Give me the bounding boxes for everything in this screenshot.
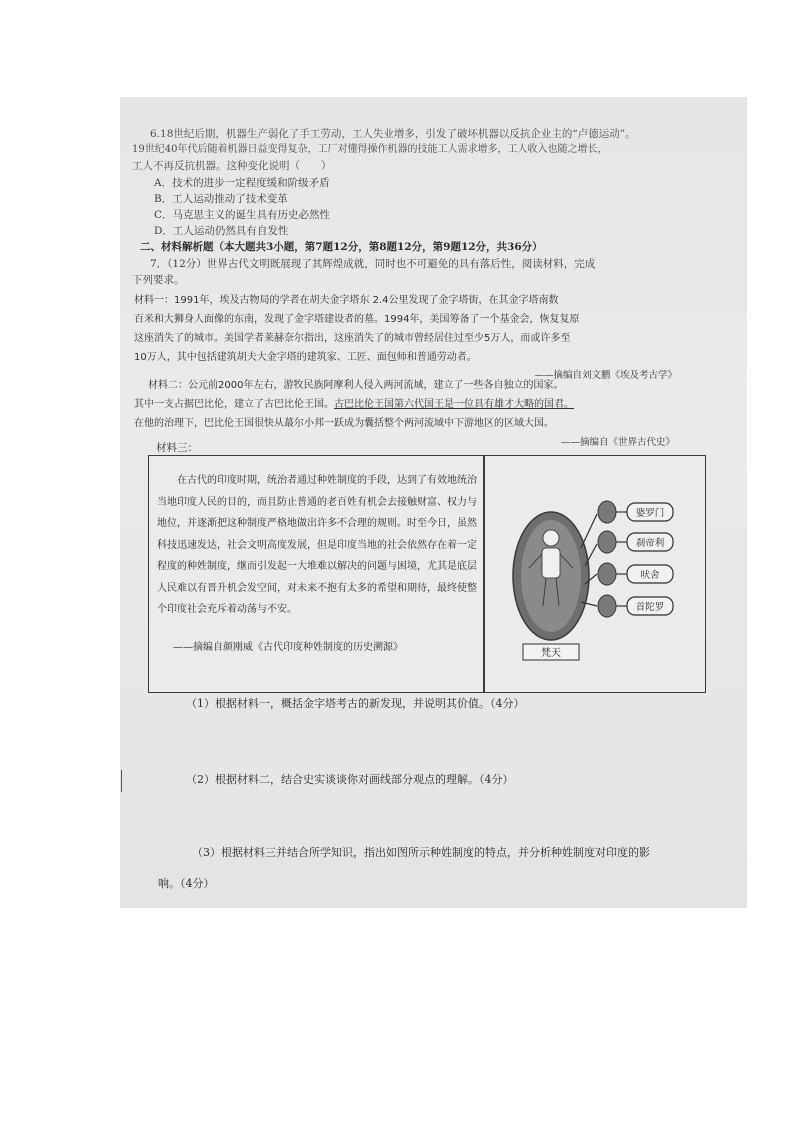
caste-row-4: [581, 595, 673, 617]
caste-row-3: [585, 563, 673, 585]
q6-option-b: B．工人运动推动了技术变革: [154, 193, 288, 205]
material-3-text-block: [157, 470, 479, 621]
material-2-underlined-claim: 古巴比伦王国第六代国王是一位具有雄才大略的国君。: [334, 399, 574, 410]
question-3-line-1: （3）根据材料三并结合所学知识，指出如图所示种姓制度的特点，并分析种姓制度对印度的影: [192, 846, 650, 859]
box-divider: [483, 456, 485, 692]
question-2: （2）根据材料二，结合史实谈谈你对画线部分观点的理解。（4分）: [186, 773, 514, 786]
material-1-line-4: 10万人，其中包括建筑胡夫大金字塔的建筑家、工匠、面包师和普通劳动者。: [134, 352, 477, 363]
q7-stem-line-2: 下列要求。: [132, 274, 185, 286]
material-3-source: ——摘编自颜刚威《古代印度种姓制度的历史溯源》: [173, 642, 403, 653]
brahma-label: 梵天: [541, 648, 561, 659]
material-3-box: [148, 455, 706, 693]
q6-option-a: A．技术的进步一定程度缓和阶级矛盾: [154, 177, 330, 189]
q6-option-d: D．工人运动仍然具有自发性: [154, 225, 289, 237]
material-2-line-2-plain: 其中一支占据巴比伦，建立了古巴比伦王国。: [134, 399, 334, 410]
q6-stem-line-1: 6.18世纪后期，机器生产弱化了手工劳动，工人失业增多，引发了破坏机器以反抗企业主的“卢德运动”。: [150, 128, 636, 140]
question-3-line-2: 响。（4分）: [158, 877, 215, 890]
material-1-line-3: 这座消失了的城市。美国学者莱赫奈尔指出，这座消失了的城市曾经居住过至少5万人，而或许多至: [134, 333, 571, 344]
q6-option-c: C．马克思主义的诞生具有历史必然性: [154, 209, 331, 221]
material-2-line-3: 在他的治理下，巴比伦王国很快从蕞尔小邦一跃成为囊括整个两河流域中下游地区的区域大国。: [134, 418, 554, 429]
caste-label-1: 婆罗门: [635, 508, 665, 519]
material-1-source: ——摘编自刘文鹏《埃及考古学》: [534, 370, 677, 381]
exam-photo: [120, 97, 747, 908]
q6-stem-line-3: 工人不再反抗机器。这种变化说明（ ）: [132, 160, 332, 172]
page-edge-mark: [121, 770, 122, 792]
caste-row-2: [585, 531, 673, 566]
material-2-line-2: [134, 398, 574, 412]
material-2-source: ——摘编自《世界古代史》: [560, 437, 675, 448]
caste-diagram: [487, 456, 705, 692]
material-3-text: 在古代的印度时期，统治者通过种姓制度的手段，达到了有效地统治当地印度人民的目的，而且防止普通的老百姓有机会去接触财富、权力与地位，并逐渐把这种制度严格地做出许多不合理的规则。时至今日，虽然科技迅速发达，社会文明高度发展，但是印度当地的社会依然存在着一定程度的种姓制度，继而引发起一大堆难以解决的问题与困境，尤其是底层人民难以有晋升机会发空间，对未来不抱有太多的希望和期待，最终使整个印度社会充斥着动荡与不安。: [157, 475, 477, 615]
question-1: （1）根据材料一，概括金字塔考古的新发现，并说明其价值。（4分）: [186, 697, 525, 710]
q6-stem-line-2: 19世纪40年代后随着机器日益变得复杂，工厂对懂得操作机器的技能工人需求增多，工人收入也随之增长，: [132, 144, 608, 155]
q7-stem-line-1: 7．（12分）世界古代文明既展现了其辉煌成就，同时也不可避免的具有落后性，阅读材料，完成: [150, 258, 596, 270]
caste-label-3: 吠舍: [640, 570, 660, 581]
material-1-line-1: 材料一：1991年，埃及古物局的学者在胡夫金字塔东 2.4公里发现了金字塔街，在其金字塔南数: [134, 295, 559, 306]
caste-label-2: 刹帝利: [635, 538, 665, 549]
material-3-label: 材料三：: [156, 442, 198, 454]
material-1-line-2: 百米和大狮身人面像的东南，发现了金字塔建设者的墓。1994年，美国筹备了一个基金会，恢复复原: [134, 314, 580, 325]
section-heading: 二、材料解析题（本大题共3小题，第7题12分，第8题12分，第9题12分，共36分）: [140, 241, 543, 253]
caste-label-4: 首陀罗: [635, 602, 665, 613]
material-2-line-1: 材料二：公元前2000年左右，游牧民族阿摩利人侵入两河流域，建立了一些各自独立的国家。: [148, 380, 564, 391]
caste-diagram-svg: [487, 456, 705, 692]
